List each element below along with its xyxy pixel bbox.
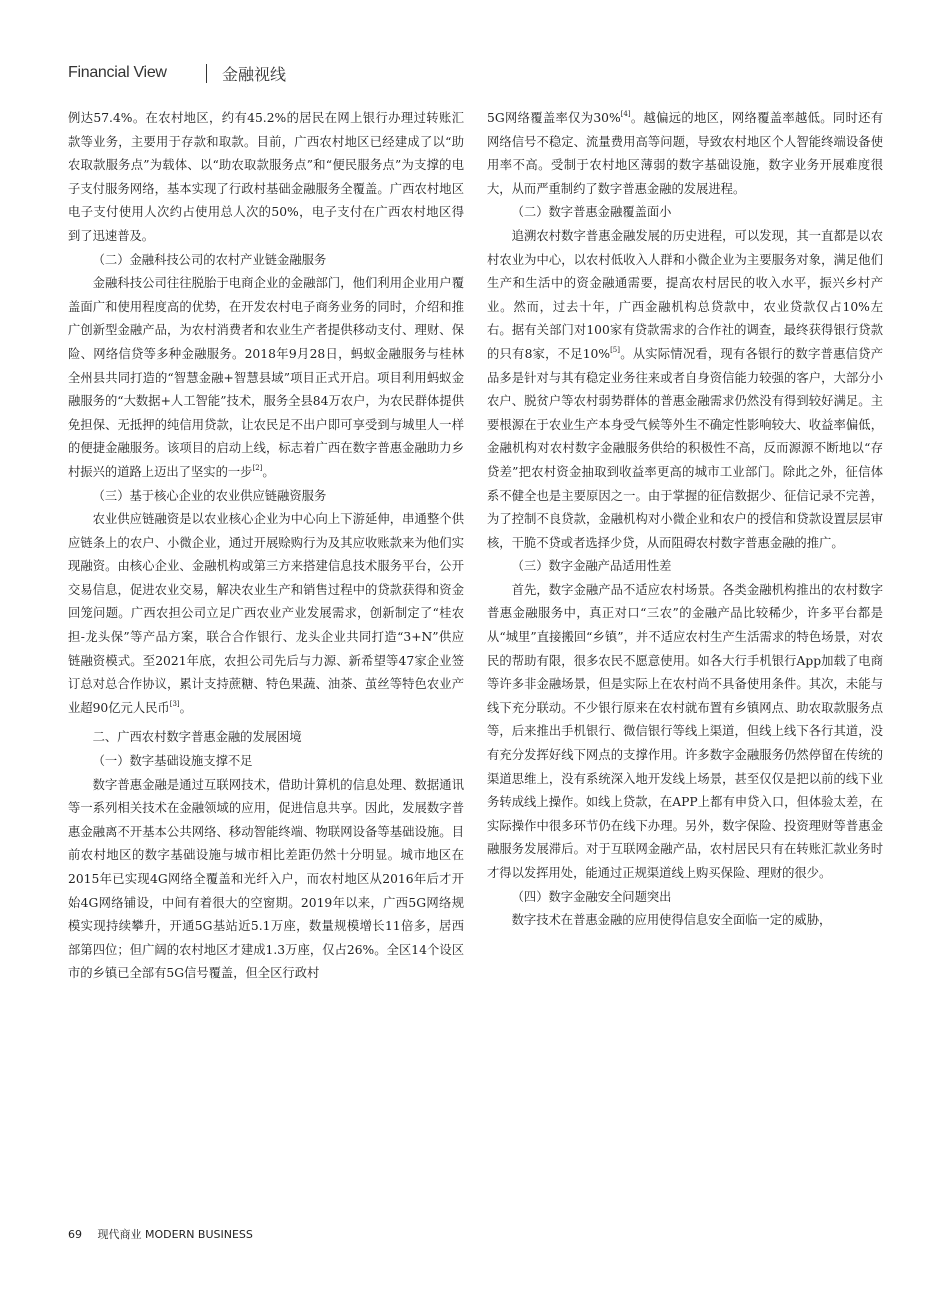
column-name-en: Financial View — [68, 64, 167, 81]
paragraph-infrastructure: 数字普惠金融是通过互联网技术，借助计算机的信息处理、数据通讯等一系列相关技术在金融领域的应用，促进信息共享。因此，发展数字普惠金融离不开基本公共网络、移动智能终端、物联网设备等基础设施。目前农村地区的数字基础设施与城市相比差距仍然十分明显。城市地区在2015年已实现4G网络全覆盖和光纤入户，而农村地区从2016年后才开始4G网络铺设，中间有着很大的空窗期。2019年以来，广西5G网络规模实现持续攀升，开通5G基站近5.1万座，数量规模增长11倍多，居西部第四位；但广阔的农村地区才建成1.3万座，仅占26%。全区14个设区市的乡镇已全部有5G信号覆盖，但全区行政村 — [68, 777, 464, 981]
paragraph-coverage — [487, 225, 883, 555]
citation-4: [4] — [620, 110, 631, 118]
heading-section-2: 二、广西农村数字普惠金融的发展困境 — [92, 730, 302, 745]
paragraph-ebanking: 例达57.4%。在农村地区，约有45.2%的居民在网上银行办理过转账汇款等业务，主要用于存款和取款。目前，广西农村地区已经建成了以“助农取款服务点”为载体、以“助农取款服务点”和“便民服务点”为支撑的电子支付服务网络，基本实现了行政村基础金融服务全覆盖。广西农村地区电子支付使用人次约占使用总人次的50%，电子支付在广西农村地区得到了迅速普及。 — [68, 111, 464, 243]
paragraph-products: 首先，数字金融产品不适应农村场景。各类金融机构推出的农村数字普惠金融服务中，真正对口“三农”的金融产品比较稀少，许多平台都是从“城里”直接搬回“乡镇”，并不适应农村生产生活需求的特色场景，对农民的帮助有限，很多农民不愿意使用。如各大行手机银行App加载了电商等许多非金融场景，但是实际上在农村尚不具备使用条件。其次，未能与线下充分联动。不少银行原来在农村就布置有乡镇网点、助农取款服务点等，后来推出手机银行、微信银行等线上渠道，但线上线下各行其道，没有充分发挥好线下网点的支撑作用。许多数字金融服务仍然停留在传统的渠道思维上，没有系统深入地开发线上场景，甚至仅仅是把以前的线下业务转成线上操作。如线上贷款，在APP上都有申贷入口，但体验太差，在实际操作中很多环节仍在线下办理。另外，数字保险、投资理财等普惠金融服务发展滞后。对于互联网金融产品，农村居民只有在转账汇款业务时才得以发挥用处，能通过正规渠道线上购买保险、理财的很少。 — [487, 582, 883, 880]
paragraph-coverage-text-b: 。从实际情况看，现有各银行的数字普惠信贷产品多是针对与其有稳定业务往来或者自身资信能力较强的客户，大部分小农户、脱贫户等农村弱势群体的普惠金融需求仍然没有得到较好满足。主要根源在于农业生产本身受气候等外生不确定性影响较大、收益率偏低，金融机构对农村数字金融服务供给的积极性不高，反而源源不断地以“存贷差”把农村资金抽取到收益率更高的城市工业部门。除此之外，征信体系不健全也是主要原因之一。由于掌握的征信数据少、征信记录不完善，为了控制不良贷款，金融机构对小微企业和农户的授信和贷款设置层层审核，干脆不贷或者选择少贷，从而阻碍农村数字普惠金融的推广。 — [487, 346, 883, 550]
paragraph-5g-text-a: 5G网络覆盖率仅为30% — [487, 111, 621, 125]
header-divider — [206, 64, 207, 83]
left-column — [68, 107, 464, 986]
paragraph-security: 数字技术在普惠金融的应用使得信息安全面临一定的威胁， — [511, 913, 832, 928]
page-number: 69 — [68, 1228, 82, 1241]
heading-products: （三）数字金融产品适用性差 — [511, 559, 672, 574]
publication-name: 现代商业 MODERN BUSINESS — [97, 1228, 253, 1241]
column-name-cn: 金融视线 — [222, 65, 287, 84]
paragraph-fintech-text: 金融科技公司往往脱胎于电商企业的金融部门，他们利用企业用户覆盖面广和使用程度高的优势，在开发农村电子商务业务的同时，介绍和推广创新型金融产品，为农村消费者和农业生产者提供移动支付、理财、保险、网络信贷等多种金融服务。2018年9月28日，蚂蚁金融服务与桂林全州县共同打造的“智慧金融+智慧县域”项目正式开启。项目利用蚂蚁金融服务的“大数据+人工智能”技术，服务全县84万农户，为农民群体提供免担保、无抵押的纯信用贷款，让农民足不出户即可享受到与城里人一样的便捷金融服务。该项目的启动上线，标志着广西在数字普惠金融助力乡村振兴的道路上迈出了坚实的一步 — [68, 276, 464, 479]
heading-security: （四）数字金融安全问题突出 — [511, 889, 672, 904]
paragraph-5g-text-b: 。越偏远的地区，网络覆盖率越低。同时还有网络信号不稳定、流量费用高等问题，导致农村地区个人智能终端设备使用率不高。受制于农村地区薄弱的数字基础设施，数字业务开展难度很大，从而严重制约了数字普惠金融的发展进程。 — [487, 111, 883, 196]
paragraph-supply-chain: 农业供应链融资是以农业核心企业为中心向上下游延伸，串通整个供应链条上的农户、小微企业，通过开展赊购行为及其应收账款来为他们实现融资。由核心企业、金融机构或第三方来搭建信息技术服务平台，公开交易信息，促进农业交易，解决农业生产和销售过程中的贷款获得和资金回笼问题。广西农担公司立足广西农业产业发展需求，创新制定了“桂农担-龙头保”等产品方案，联合合作银行、龙头企业共同打造“3+N”供应链融资模式。至2021年底，农担公司先后与力源、新希望等47家企业签订总对总合作协议，累计支持蔗糖、特色果蔬、油茶、茧丝等特色农业产业超90亿元人民币[3]。 — [68, 512, 464, 715]
right-column — [487, 107, 883, 933]
paragraph-supply-chain-text: 农业供应链融资是以农业核心企业为中心向上下游延伸，串通整个供应链条上的农户、小微企业，通过开展赊购行为及其应收账款来为他们实现融资。由核心企业、金融机构或第三方来搭建信息技术服务平台，公开交易信息，促进农业交易，解决农业生产和销售过程中的贷款获得和资金回笼问题。广西农担公司立足广西农业产业发展需求，创新制定了“桂农担-龙头保”等产品方案，联合合作银行、龙头企业共同打造“3+N”供应链融资模式。至2021年底，农担公司先后与力源、新希望等47家企业签订总对总合作协议，累计支持蔗糖、特色果蔬、油茶、茧丝等特色农业产业超90亿元人民币 — [68, 512, 464, 715]
heading-infrastructure: （一）数字基础设施支撑不足 — [92, 754, 253, 769]
heading-fintech-services: （二）金融科技公司的农村产业链金融服务 — [92, 252, 327, 267]
heading-supply-chain: （三）基于核心企业的农业供应链融资服务 — [92, 488, 327, 503]
page-header — [68, 62, 888, 90]
paragraph-fintech: 金融科技公司往往脱胎于电商企业的金融部门，他们利用企业用户覆盖面广和使用程度高的优势，在开发农村电子商务业务的同时，介绍和推广创新型金融产品，为农村消费者和农业生产者提供移动支付、理财、保险、网络信贷等多种金融服务。2018年9月28日，蚂蚁金融服务与桂林全州县共同打造的“智慧金融+智慧县域”项目正式开启。项目利用蚂蚁金融服务的“大数据+人工智能”技术，服务全县84万农户，为农民群体提供免担保、无抵押的纯信用贷款，让农民足不出户即可享受到与城里人一样的便捷金融服务。该项目的启动上线，标志着广西在数字普惠金融助力乡村振兴的道路上迈出了坚实的一步[2]。 — [68, 276, 464, 479]
paragraph-5g-coverage — [487, 107, 883, 201]
heading-coverage: （二）数字普惠金融覆盖面小 — [511, 205, 672, 220]
paragraph-coverage-text-a: 追溯农村数字普惠金融发展的历史进程，可以发现，其一直都是以农村农业为中心，以农村低收入人群和小微企业为主要服务对象，满足他们生产和生活中的资金融通需要，提高农村居民的收入水平，振兴乡村产业。然而，过去十年，广西金融机构总贷款中，农业贷款仅占10%左右。据有关部门对100家有贷款需求的合作社的调查，最终获得银行贷款的只有8家，不足10% — [487, 228, 883, 361]
citation-3: [3] — [169, 699, 180, 708]
page-footer — [68, 1226, 253, 1242]
citation-5: [5] — [610, 345, 620, 354]
citation-2: [2] — [252, 463, 263, 472]
